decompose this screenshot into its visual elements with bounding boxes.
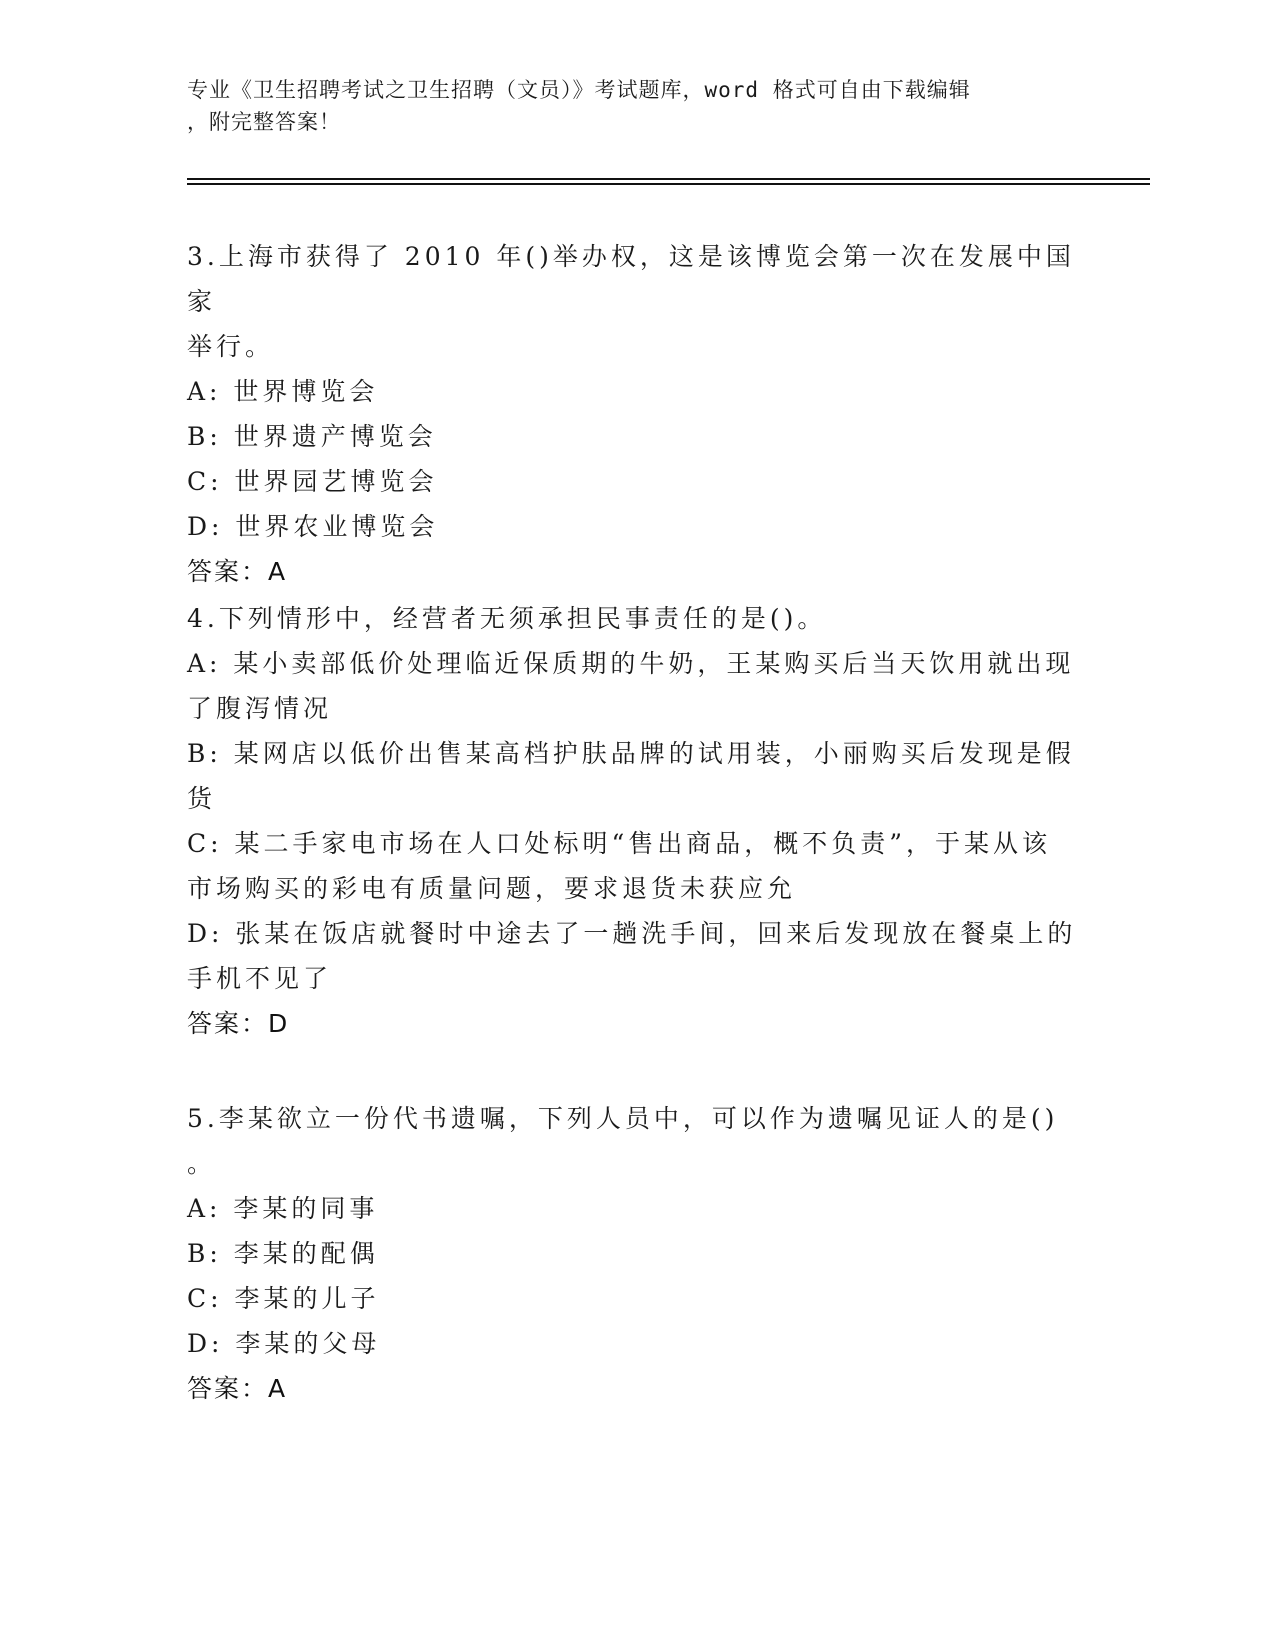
- answer-line: 答案：A: [187, 1374, 288, 1403]
- header-note-line-1: 专业《卫生招聘考试之卫生招聘（文员）》考试题库，word 格式可自由下载编辑: [187, 78, 971, 102]
- option-b-continued: 货: [187, 784, 217, 813]
- question-stem-line: 4.下列情形中，经营者无须承担民事责任的是()。: [187, 604, 827, 633]
- option-c: C: 李某的儿子: [187, 1284, 380, 1313]
- option-d: D: 世界农业博览会: [187, 512, 439, 541]
- option-c: C: 某二手家电市场在人口处标明“售出商品，概不负责”，于某从该: [187, 829, 1052, 858]
- header-note: [187, 74, 1087, 138]
- answer-line: 答案：D: [187, 1009, 290, 1038]
- option-c-continued: 市场购买的彩电有质量问题，要求退货未获应允: [187, 874, 797, 903]
- question-4: [187, 596, 1082, 1046]
- option-d-continued: 手机不见了: [187, 964, 333, 993]
- option-a: A: 世界博览会: [187, 377, 379, 406]
- option-b: B: 某网店以低价出售某高档护肤品牌的试用装，小丽购买后发现是假: [187, 739, 1075, 768]
- question-3: [187, 234, 1082, 594]
- question-stem-line: 。: [187, 1149, 217, 1178]
- question-stem-line: 3.上海市获得了 2010 年()举办权，这是该博览会第一次在发展中国家: [187, 242, 1075, 316]
- option-d: D: 张某在饭店就餐时中途去了一趟洗手间，回来后发现放在餐桌上的: [187, 919, 1077, 948]
- option-b: B: 世界遗产博览会: [187, 422, 437, 451]
- question-stem-line: 5.李某欲立一份代书遗嘱，下列人员中，可以作为遗嘱见证人的是(): [187, 1104, 1059, 1133]
- question-stem-line: 举行。: [187, 332, 275, 361]
- header-rule-bottom: [187, 183, 1150, 185]
- option-c: C: 世界园艺博览会: [187, 467, 438, 496]
- header-note-line-2: ，附完整答案！: [187, 110, 341, 134]
- header-rule-top: [187, 178, 1150, 180]
- answer-line: 答案：A: [187, 557, 288, 586]
- option-a: A: 李某的同事: [187, 1194, 379, 1223]
- question-5: [187, 1096, 1082, 1411]
- option-d: D: 李某的父母: [187, 1329, 381, 1358]
- option-a: A: 某小卖部低价处理临近保质期的牛奶，王某购买后当天饮用就出现: [187, 649, 1075, 678]
- option-a-continued: 了腹泻情况: [187, 694, 333, 723]
- option-b: B: 李某的配偶: [187, 1239, 379, 1268]
